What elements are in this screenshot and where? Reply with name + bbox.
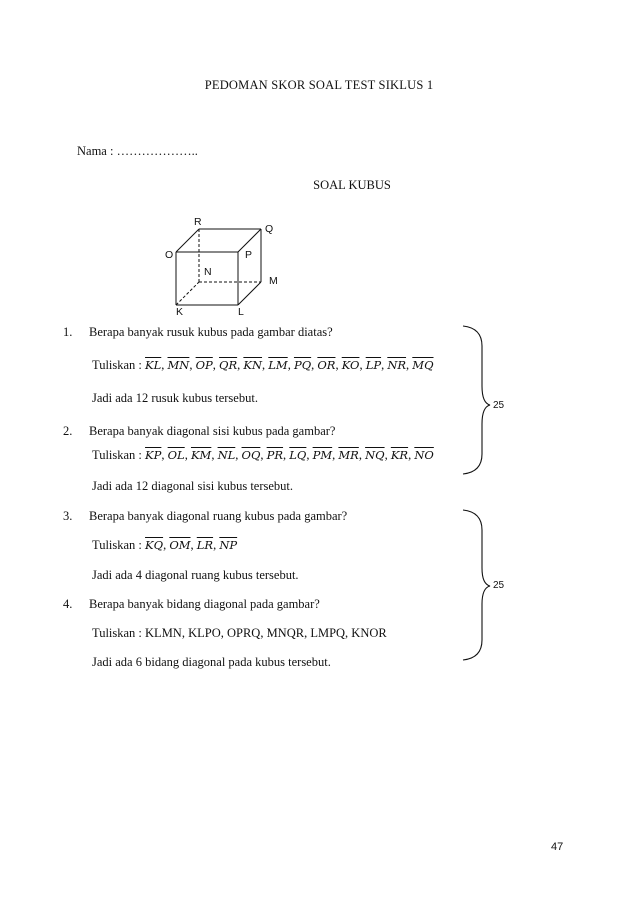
segment-nq: $\overline{NQ}$ bbox=[365, 448, 385, 462]
label-L: L bbox=[238, 306, 244, 318]
brace-1 bbox=[463, 326, 490, 474]
tuliskan-label: Tuliskan : bbox=[92, 626, 142, 640]
label-M: M bbox=[269, 275, 278, 287]
question-number: 3. bbox=[63, 509, 73, 523]
segment-or: $\overline{OR}$ bbox=[317, 358, 336, 372]
question-1 bbox=[63, 325, 333, 340]
label-K: K bbox=[176, 306, 184, 318]
segment-oq: $\overline{OQ}$ bbox=[241, 448, 261, 462]
segment-pr: $\overline{PR}$ bbox=[266, 448, 284, 462]
segment-list: $\overline{KL}$, $\overline{MN}$, $\overline{OP}$, $\overline{QR}$, $\overline{KN}$, $\overline{LM}$, $\overline{PQ}$, $\overline{OR}$, $\overline{KO}$, $\overline{LP}$, $\overline{NR}$, $\overline{MQ}$ bbox=[145, 358, 434, 372]
segment-np: $\overline{NP}$ bbox=[219, 538, 238, 552]
segment-mq: $\overline{MQ}$ bbox=[412, 358, 434, 372]
segment-kr: $\overline{KR}$ bbox=[390, 448, 409, 462]
label-R: R bbox=[194, 216, 202, 228]
segment-kq: $\overline{KQ}$ bbox=[145, 538, 164, 552]
answer-2: Jadi ada 12 diagonal sisi kubus tersebut. bbox=[92, 479, 294, 493]
segment-lm: $\overline{LM}$ bbox=[268, 358, 288, 372]
question-text: Berapa banyak diagonal ruang kubus pada gambar? bbox=[89, 509, 348, 523]
segment-lq: $\overline{LQ}$ bbox=[289, 448, 307, 462]
page-title: PEDOMAN SKOR SOAL TEST SIKLUS 1 bbox=[204, 78, 434, 92]
answer-1: Jadi ada 12 rusuk kubus tersebut. bbox=[92, 391, 258, 405]
segment-pm: $\overline{PM}$ bbox=[312, 448, 333, 462]
edge-KN bbox=[176, 282, 199, 305]
question-number: 1. bbox=[63, 325, 73, 339]
question-number: 4. bbox=[63, 597, 73, 611]
answer-list-1 bbox=[92, 358, 434, 373]
segment-qr: $\overline{QR}$ bbox=[219, 358, 238, 372]
segment-nl: $\overline{NL}$ bbox=[217, 448, 236, 462]
plane-list: KLMN, KLPO, OPRQ, MNQR, LMPQ, KNOR bbox=[145, 626, 387, 640]
answer-4: Jadi ada 6 bidang diagonal pada kubus tersebut. bbox=[92, 655, 331, 669]
question-3 bbox=[63, 509, 347, 524]
answer-list-2 bbox=[92, 448, 434, 463]
segment-pq: $\overline{PQ}$ bbox=[293, 358, 312, 372]
answer-list-3 bbox=[92, 538, 237, 553]
label-Q: Q bbox=[265, 223, 274, 235]
segment-mn: $\overline{MN}$ bbox=[167, 358, 190, 372]
question-4 bbox=[63, 597, 320, 612]
segment-lp: $\overline{LP}$ bbox=[365, 358, 382, 372]
section-title: SOAL KUBUS bbox=[313, 178, 391, 192]
segment-list: $\overline{KQ}$, $\overline{OM}$, $\overline{LR}$, $\overline{NP}$ bbox=[145, 538, 238, 552]
question-text: Berapa banyak bidang diagonal pada gambar? bbox=[89, 597, 320, 611]
segment-kn: $\overline{KN}$ bbox=[243, 358, 263, 372]
name-field-label: Nama : ……………….. bbox=[77, 144, 198, 158]
segment-op: $\overline{OP}$ bbox=[195, 358, 213, 372]
segment-ko: $\overline{KO}$ bbox=[341, 358, 360, 372]
segment-km: $\overline{KM}$ bbox=[190, 448, 212, 462]
answer-list-4 bbox=[92, 626, 387, 641]
segment-nr: $\overline{NR}$ bbox=[387, 358, 407, 372]
page-number: 47 bbox=[551, 841, 564, 853]
tuliskan-label: Tuliskan : bbox=[92, 448, 142, 462]
label-N: N bbox=[204, 266, 212, 278]
segment-om: $\overline{OM}$ bbox=[169, 538, 191, 552]
question-2 bbox=[63, 424, 335, 439]
segment-ol: $\overline{OL}$ bbox=[167, 448, 185, 462]
edge-LM bbox=[238, 282, 261, 305]
label-P: P bbox=[245, 249, 253, 261]
label-O: O bbox=[165, 249, 174, 261]
answer-3: Jadi ada 4 diagonal ruang kubus tersebut. bbox=[92, 568, 299, 582]
question-text: Berapa banyak rusuk kubus pada gambar diatas? bbox=[89, 325, 333, 339]
segment-kp: $\overline{KP}$ bbox=[145, 448, 162, 462]
score-1: 25 bbox=[493, 400, 505, 411]
segment-list: $\overline{KP}$, $\overline{OL}$, $\overline{KM}$, $\overline{NL}$, $\overline{OQ}$, $\overline{PR}$, $\overline{LQ}$, $\overline{PM}$, $\overline{MR}$, $\overline{NQ}$, $\overline{KR}$, $\overline{NO}$ bbox=[145, 448, 434, 462]
edge-OR bbox=[176, 229, 199, 252]
segment-lr: $\overline{LR}$ bbox=[196, 538, 214, 552]
segment-mr: $\overline{MR}$ bbox=[338, 448, 359, 462]
brace-2 bbox=[463, 510, 490, 660]
segment-kl: $\overline{KL}$ bbox=[145, 358, 162, 372]
score-2: 25 bbox=[493, 580, 505, 591]
question-text: Berapa banyak diagonal sisi kubus pada gambar? bbox=[89, 424, 336, 438]
segment-no: $\overline{NO}$ bbox=[414, 448, 434, 462]
tuliskan-label: Tuliskan : bbox=[92, 358, 142, 372]
tuliskan-label: Tuliskan : bbox=[92, 538, 142, 552]
question-number: 2. bbox=[63, 424, 73, 438]
